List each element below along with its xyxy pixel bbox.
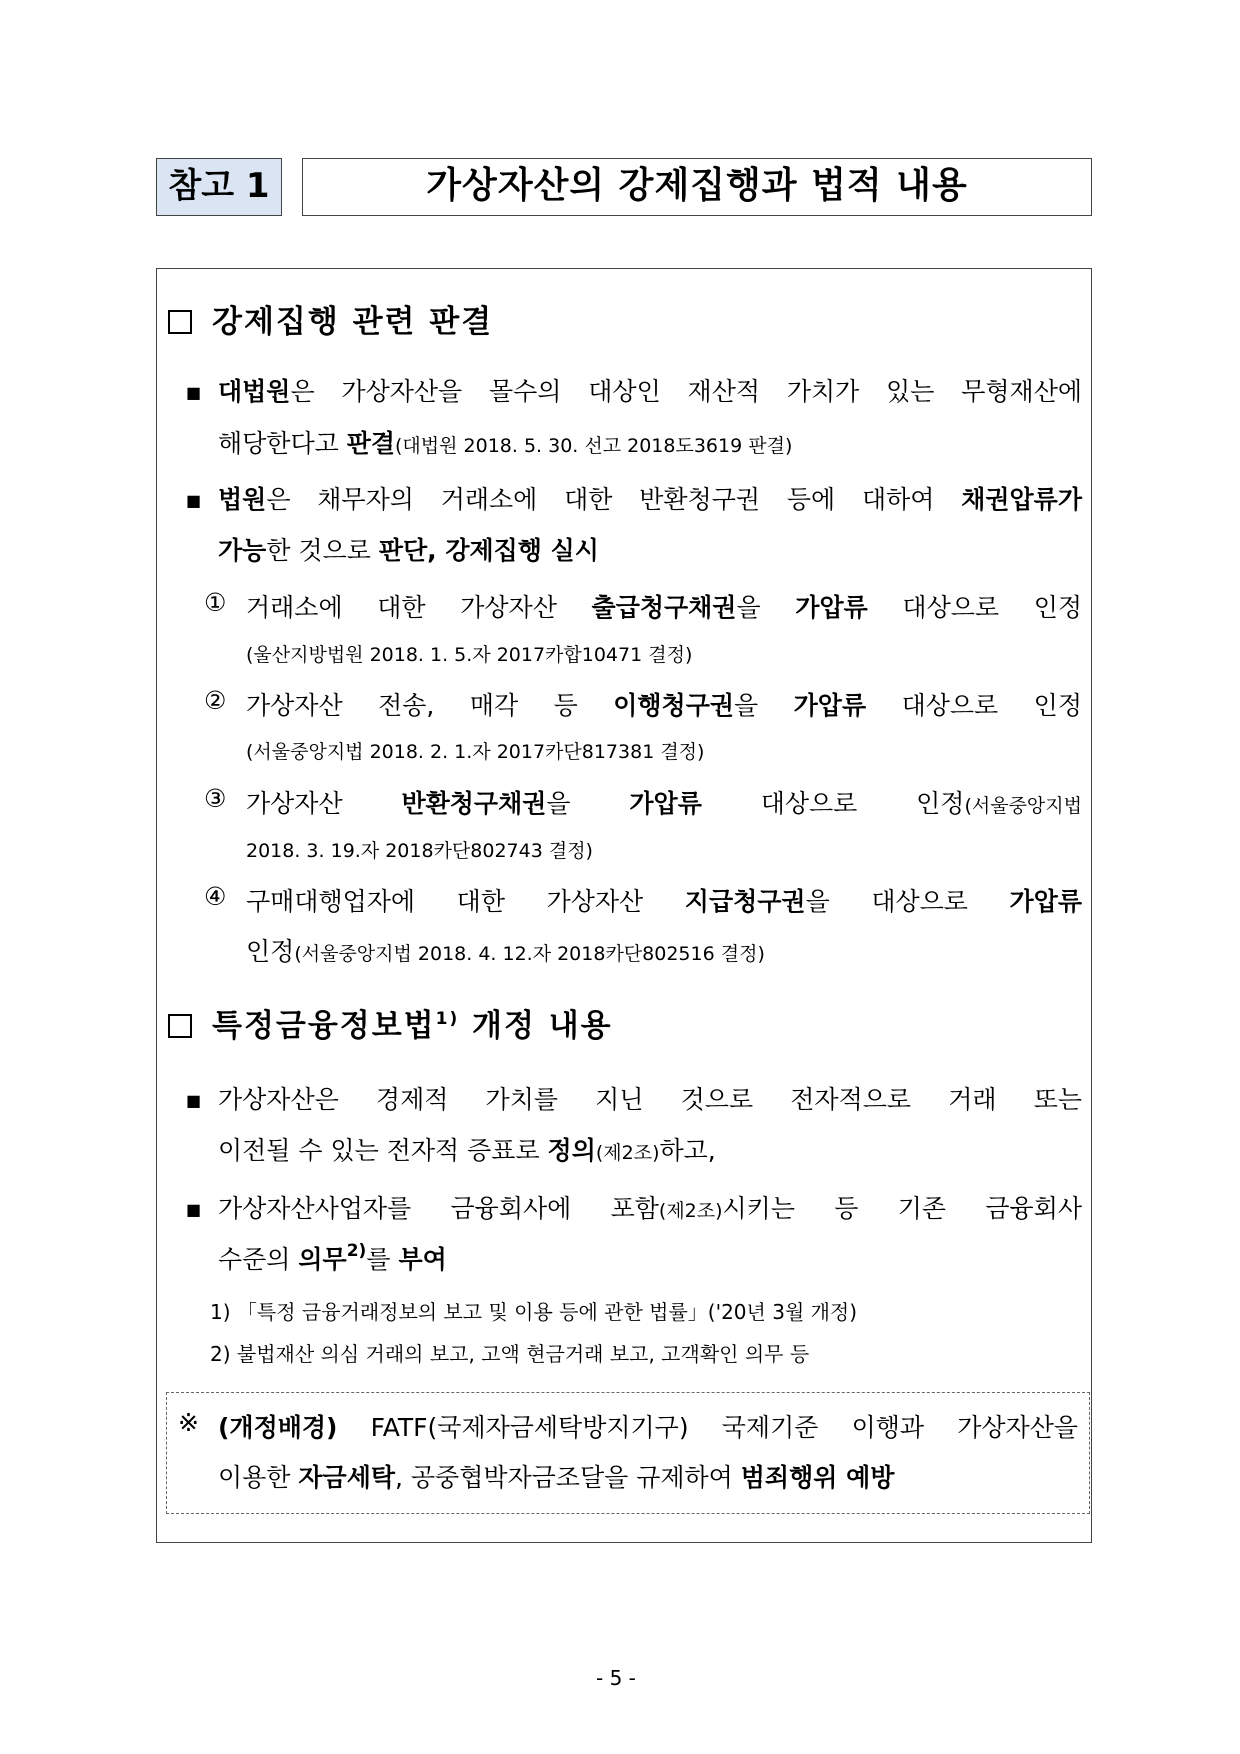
paragraph-line: 대법원은 가상자산을 몰수의 대상인 재산적 가치가 있는 무형재산에 [218, 377, 1082, 406]
paragraph-line: 가상자산사업자를 금융회사에 포함(제2조)시키는 등 기존 금융회사 [218, 1194, 1082, 1223]
item-number: ② [204, 686, 227, 715]
item-number: ① [204, 588, 227, 617]
bullet-square-icon: ■ [186, 491, 202, 510]
paragraph-line: 해당한다고 판결(대법원 2018. 5. 30. 선고 2018도3619 판결) [218, 429, 793, 458]
footnote: 1) 「특정 금융거래정보의 보고 및 이용 등에 관한 법률」('20년 3월 개정) [210, 1300, 858, 1324]
page-title: 가상자산의 강제집행과 법적 내용 [302, 158, 1092, 216]
item-number: ③ [204, 784, 227, 813]
paragraph-line: 수준의 의무$^{2)}$를 부여 [218, 1241, 447, 1274]
section-heading-amendment: 특정금융정보법$^{1)}$ 개정 내용 [168, 1000, 613, 1045]
list-item: 가상자산 반환청구채권을 가압류 대상으로 인정(서울중앙지법 [246, 789, 1082, 818]
checkbox-square-icon [168, 310, 192, 334]
footnote: 2) 불법재산 의심 거래의 보고, 고액 현금거래 보고, 고객확인 의무 등 [210, 1342, 810, 1366]
list-item: 거래소에 대한 가상자산 출급청구채권을 가압류 대상으로 인정 [246, 593, 1083, 622]
bullet-square-icon: ■ [186, 383, 202, 402]
item-citation: 2018. 3. 19.자 2018카단802743 결정) [246, 840, 593, 862]
section-heading-enforcement: 강제집행 관련 판결 [168, 296, 493, 341]
note-mark: ※ [178, 1408, 199, 1437]
note-line: (개정배경) FATF(국제자금세탁방지기구) 국제기준 이행과 가상자산을 [218, 1413, 1078, 1442]
note-line: 이용한 자금세탁, 공중협박자금조달을 규제하여 범죄행위 예방 [218, 1463, 895, 1492]
list-item: 구매대행업자에 대한 가상자산 지급청구권을 대상으로 가압류 [246, 887, 1082, 916]
item-citation: (울산지방법원 2018. 1. 5.자 2017카합10471 결정) [246, 644, 693, 666]
item-citation: (서울중앙지법 2018. 2. 1.자 2017카단817381 결정) [246, 741, 705, 763]
paragraph-line: 가상자산은 경제적 가치를 지닌 것으로 전자적으로 거래 또는 [218, 1085, 1082, 1114]
paragraph-line: 법원은 채무자의 거래소에 대한 반환청구권 등에 대하여 채권압류가 [218, 485, 1082, 514]
list-item: 가상자산 전송, 매각 등 이행청구권을 가압류 대상으로 인정 [246, 691, 1082, 720]
paragraph-line: 이전될 수 있는 전자적 증표로 정의(제2조)하고, [218, 1136, 716, 1165]
item-citation: 인정(서울중앙지법 2018. 4. 12.자 2018카단802516 결정) [246, 937, 765, 966]
paragraph-line: 가능한 것으로 판단, 강제집행 실시 [218, 536, 599, 565]
bullet-square-icon: ■ [186, 1200, 202, 1219]
page-number: - 5 - [596, 1666, 636, 1690]
bullet-square-icon: ■ [186, 1091, 202, 1110]
reference-tag: 참고 1 [156, 158, 282, 216]
item-number: ④ [204, 882, 227, 911]
checkbox-square-icon [168, 1014, 192, 1038]
